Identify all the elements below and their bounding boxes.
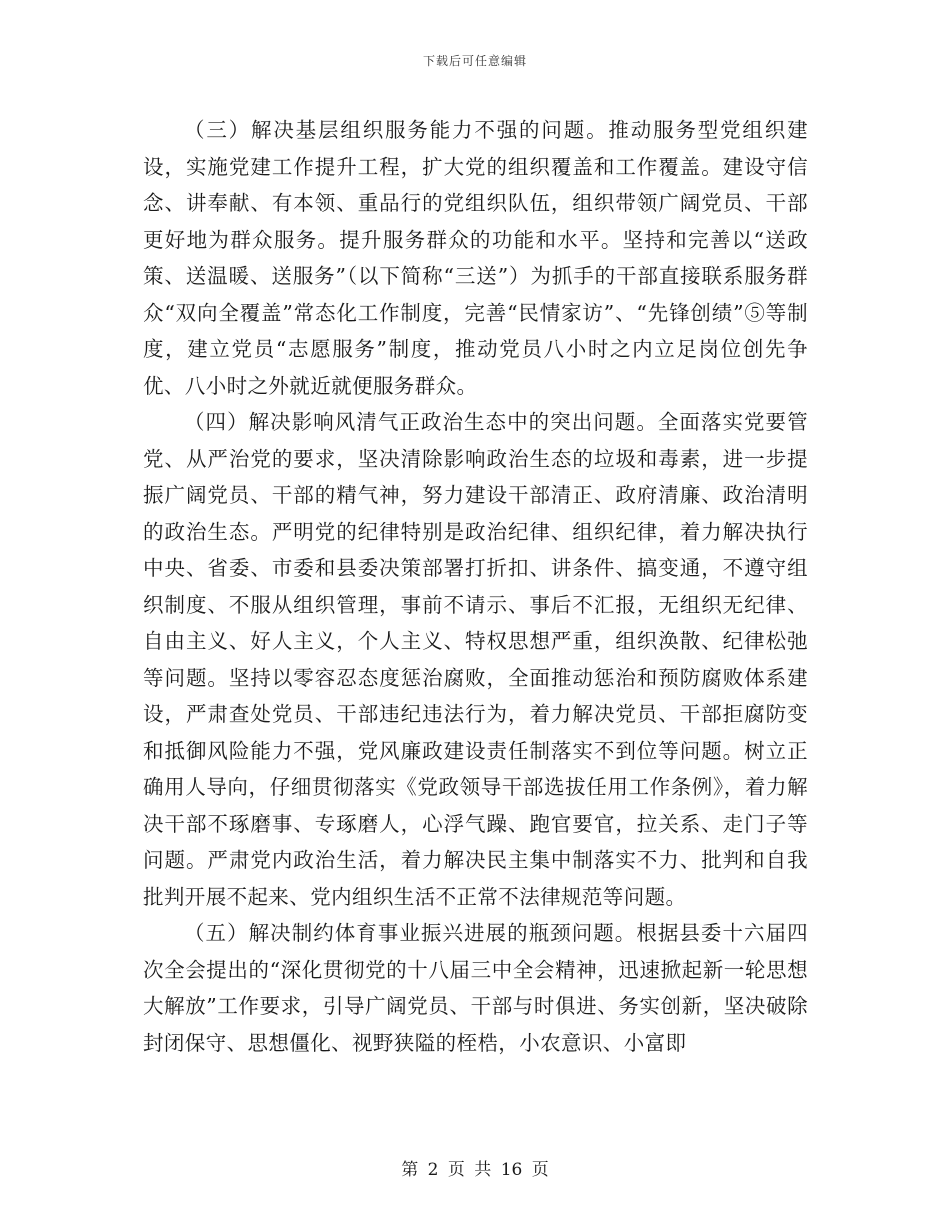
- page-header: 下载后可任意编辑: [422, 54, 527, 68]
- paragraph-4: （四）解决影响风清气正政治生态中的突出问题。全面落实党要管党、从严治党的要求，坚决清除影响政治生态的垃圾和毒素，进一步提振广阔党员、干部的精气神，努力建设干部清正、政府清廉、政治清明的政治生态。严明党的纪律特别是政治纪律、组织纪律，着力解决执行中央、省委、市委和县委决策部署打折扣、讲条件、搞变通，不遵守组织制度、不服从组织管理，事前不请示、事后不汇报，无组织无纪律、自由主义、好人主义，个人主义、特权思想严重，组织涣散、纪律松弛等问题。坚持以零容忍态度惩治腐败，全面推动惩治和预防腐败体系建设，严肃查处党员、干部违纪违法行为，着力解决党员、干部拒腐防变和抵御风险能力不强，党风廉政建设责任制落实不到位等问题。树立正确用人导向，仔细贯彻落实《党政领导干部选拔任用工作条例》，着力解决干部不琢磨事、专琢磨人，心浮气躁、跑官要官，拉关系、走门子等问题。严肃党内政治生活，着力解决民主集中制落实不力、批判和自我批判开展不起来、党内组织生活不正常不法律规范等问题。: [143, 410, 808, 909]
- paragraph-3: （三）解决基层组织服务能力不强的问题。推动服务型党组织建设，实施党建工作提升工程，扩大党的组织覆盖和工作覆盖。建设守信念、讲奉献、有本领、重品行的党组织队伍，组织带领广阔党员、干部更好地为群众服务。提升服务群众的功能和水平。坚持和完善以“送政策、送温暖、送服务”（以下简称“三送”）为抓手的干部直接联系服务群众“双向全覆盖”常态化工作制度，完善“民情家访”、“先锋创绩”⑤等制度，建立党员“志愿服务”制度，推动党员八小时之内立足岗位创先争优、八小时之外就近就便服务群众。: [143, 118, 808, 398]
- document-body: [143, 112, 808, 1061]
- paragraph-5: （五）解决制约体育事业振兴进展的瓶颈问题。根据县委十六届四次全会提出的“深化贯彻党的十八届三中全会精神，迅速掀起新一轮思想大解放”工作要求，引导广阔党员、干部与时俱进、务实创新，坚决破除封闭保守、思想僵化、视野狭隘的桎梏，小农意识、小富即: [143, 921, 808, 1055]
- page-footer: 第 2 页 共 16 页: [401, 1160, 549, 1180]
